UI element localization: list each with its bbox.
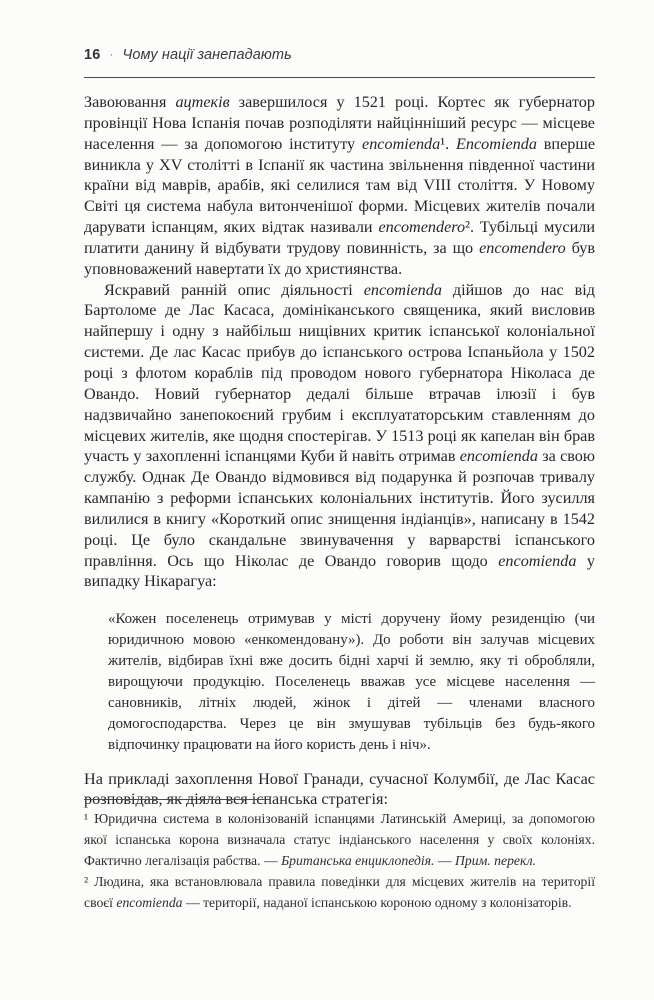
page-number: 16 [84,47,101,63]
closing-paragraph: На прикладі захоплення Нової Гранади, сучасної Колумбії, де Лас Касас розповідав, як діяла вся іспанська стратегія: [84,769,595,809]
paragraph-2: Яскравий ранній опис діяльності encomienda дійшов до нас від Бартоломе де Лас Касаса, домініканського священика, який висловив найпершу і одну з найбільш нищівних критик іспанської колоніальної системи. Де лас Касас прибув до іспанського острова Іспаньйола у 1502 році з флотом кораблів під проводом нового губернатора Ніколаса де Овандо. Новий губернатор дедалі більше втрачав ілюзії і був надзвичайно занепокоєний грубим і експлуататорським ставленням до місцевих жителів, яке щодня спостерігав. У 1513 році як капелан він брав участь у захопленні іспанцями Куби й навіть отримав encomienda за свою службу. Однак Де Овандо відмовився від подарунка й розпочав тривалу кампанію з реформи іспанських колоніальних інститутів. Його зусилля вилилися в книгу «Короткий опис знищення індіанців», написану в 1542 році. Це було скандальне звинувачення у варварстві іспанського правління. Ось що Ніколас де Овандо говорив щодо encomienda у випадку Нікарагуа: [84,280,595,591]
footnote-1: ¹ Юридична система в колонізованій іспанцями Латинській Америці, за допомогою якої іспанська корона визначала статус індіанського населення у своїх колоніях. Фактично легалізація рабства. — Британська енциклопедія. — Прим. перекл. [84,811,595,868]
paragraph-1: Завоювання ацтеків завершилося у 1521 році. Кортес як губернатор провінції Нова Іспанія почав розподіляти найцінніший ресурс — місцеве населення — за допомогою інституту encomienda¹. Encomienda вперше виникла у XV столітті в Іспанії як частина звільнення південної частини країни від маврів, арабів, які селилися там від VIII століття. У Новому Світі ця система набула витонченішої форми. Місцевих жителів почали дарувати іспанцям, яких відтак називали encomendero². Тубільці мусили платити данину й відбувати трудову повинність, за що encomendero був уповноважений навертати їх до християнства. [84,93,596,278]
footnote-rule [84,799,270,800]
block-quote: «Кожен поселенець отримував у місті доручену йому резиденцію (чи юридичною мовою «енкомендовану»). До роботи він залучав місцевих жителів, відбирав їхні вже досить бідні харчі й землю, яку ті обробляли, вирощуючи продукцію. Поселенець вважав усе місцеве населення — сановників, літніх людей, жінок і дітей — членами власного домогосподарства. Через це він змушував тубільців без будь-якого відпочинку працювати на його користь день і ніч». [108,611,595,753]
footnotes [84,799,595,914]
header-rule [84,77,595,78]
footnote-2: ² Людина, яка встановлювала правила поведінки для місцевих жителів на території своєї encomienda — території, наданої іспанською короною одному з колонізаторів. [84,874,595,911]
header-separator-dot: · [109,47,114,61]
book-title: Чому нації занепадають [122,47,292,63]
body-text [84,92,595,810]
running-header [84,47,595,63]
